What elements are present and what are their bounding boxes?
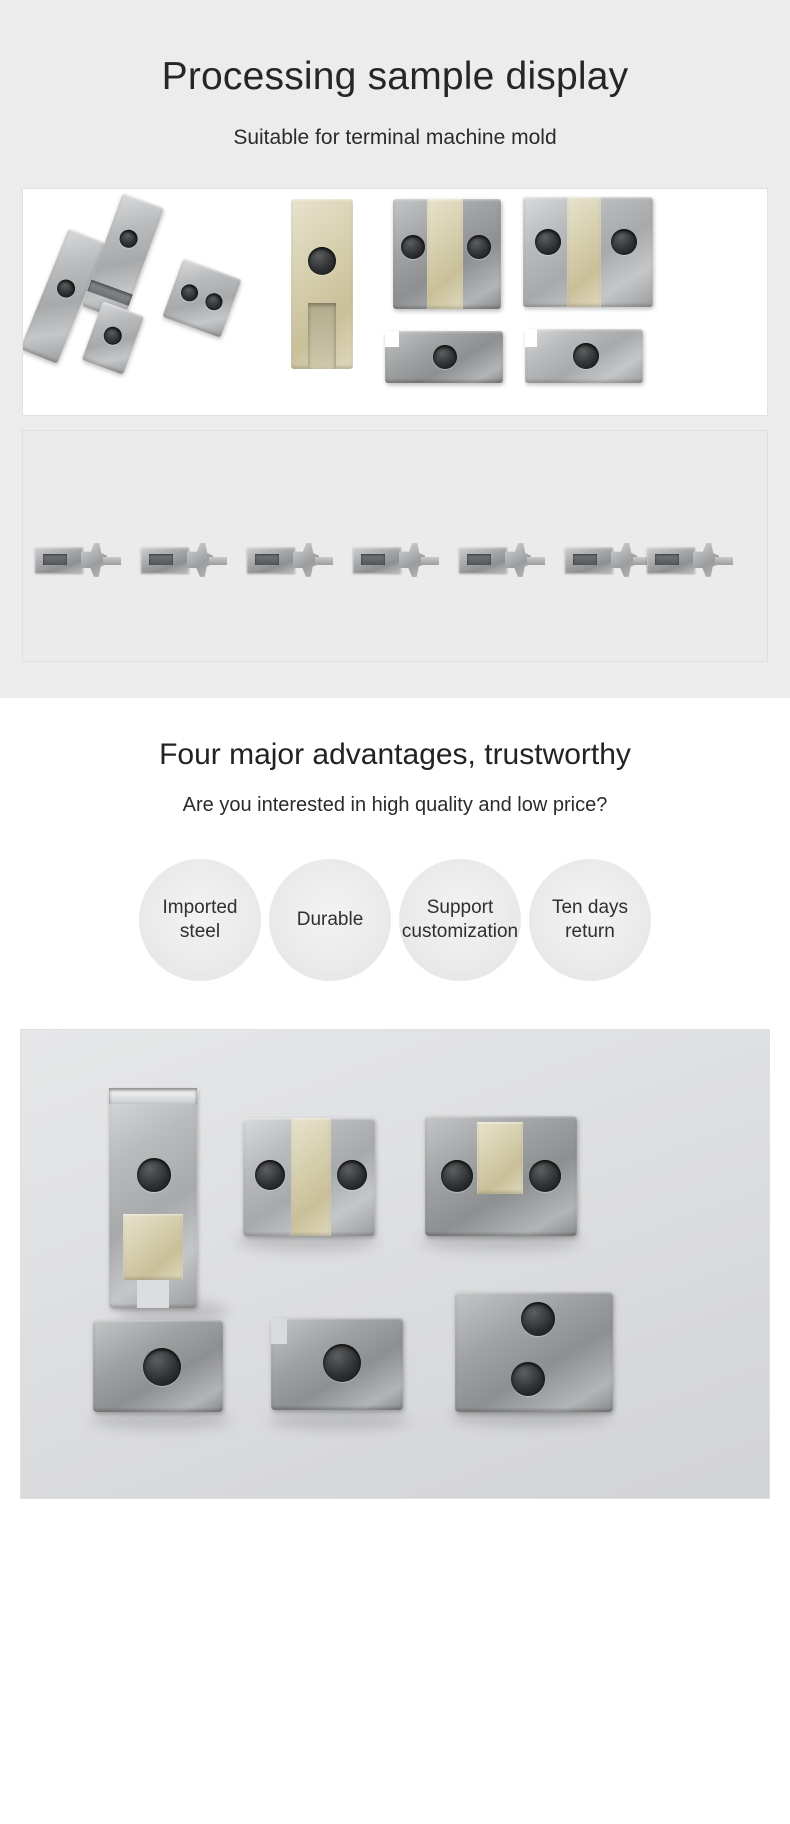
notch	[385, 331, 399, 347]
advantage-label: Imported steel	[162, 897, 238, 942]
shadow	[91, 1410, 231, 1430]
hole	[179, 282, 201, 304]
advantages-title: Four major advantages, trustworthy	[159, 737, 631, 771]
part-block-brass-centre	[243, 1118, 375, 1236]
part-bottom-single-hole-plate	[385, 331, 503, 383]
hole	[54, 277, 77, 300]
part-lower-left-plate	[82, 301, 145, 374]
hole	[117, 227, 140, 250]
part-square-block-two-holes	[455, 1292, 613, 1412]
slot	[87, 279, 132, 305]
part-steel-block-brass-insert	[393, 199, 501, 309]
hole	[143, 1348, 181, 1386]
advantage-badge-ten-days-return	[529, 859, 651, 981]
advantage-label: Ten days return	[551, 897, 629, 942]
part-steel-block-wide	[523, 197, 653, 307]
brass-insert	[427, 199, 463, 309]
hole	[467, 235, 491, 259]
notch	[271, 1318, 287, 1344]
hole	[137, 1158, 171, 1192]
terminal-unit	[31, 535, 117, 587]
page-title: Processing sample display	[161, 55, 629, 98]
hole	[573, 343, 599, 369]
brass-insert	[291, 1118, 331, 1236]
hole	[308, 247, 336, 275]
part-two-hole-plate	[162, 258, 241, 337]
notch	[525, 329, 537, 347]
shadow	[269, 1410, 409, 1430]
brass-insert	[123, 1214, 183, 1280]
advantage-label: Support customization	[401, 897, 519, 942]
slot	[308, 303, 336, 369]
advantage-badge-imported-steel	[139, 859, 261, 981]
hole	[511, 1362, 545, 1396]
terminal-unit	[455, 535, 541, 587]
brass-insert	[477, 1122, 523, 1194]
notch	[137, 1280, 169, 1308]
advantages-subtitle: Are you interested in high quality and low price?	[182, 793, 608, 816]
hole	[441, 1160, 473, 1192]
terminal-unit	[561, 535, 647, 587]
part-block-brass-insert	[425, 1116, 577, 1236]
advantage-label: Durable	[296, 908, 364, 930]
part-bottom-notched-plate	[525, 329, 643, 383]
hole	[521, 1302, 555, 1336]
advantages-badge-list	[0, 859, 790, 981]
advantage-badge-durable	[269, 859, 391, 981]
page-subtitle: Suitable for terminal machine mold	[233, 125, 557, 149]
brass-insert	[567, 197, 601, 307]
part-brass-block-slot	[291, 199, 353, 369]
advantages-section	[0, 698, 790, 1015]
terminal-unit	[243, 535, 329, 587]
part-tall-slotted-plate	[109, 1088, 197, 1308]
samples-photo-top	[22, 188, 768, 416]
processing-samples-section	[0, 0, 790, 698]
terminal-unit	[643, 535, 729, 587]
part-small-plate-one-hole	[93, 1320, 223, 1412]
hole	[529, 1160, 561, 1192]
product-photo-section	[0, 1015, 790, 1517]
hole	[101, 324, 124, 347]
samples-photo-strip	[22, 430, 768, 662]
hole	[535, 229, 561, 255]
part-notched-plate-one-hole	[271, 1318, 403, 1410]
hole	[401, 235, 425, 259]
terminal-strip	[23, 535, 767, 593]
hole	[203, 291, 225, 313]
hole	[255, 1160, 285, 1190]
terminal-unit	[137, 535, 223, 587]
advantage-badge-support-customization	[399, 859, 521, 981]
hole	[337, 1160, 367, 1190]
product-photo-large	[20, 1029, 770, 1499]
top-edge	[109, 1088, 197, 1104]
hole	[433, 345, 457, 369]
terminal-unit	[349, 535, 435, 587]
hole	[611, 229, 637, 255]
hole	[323, 1344, 361, 1382]
